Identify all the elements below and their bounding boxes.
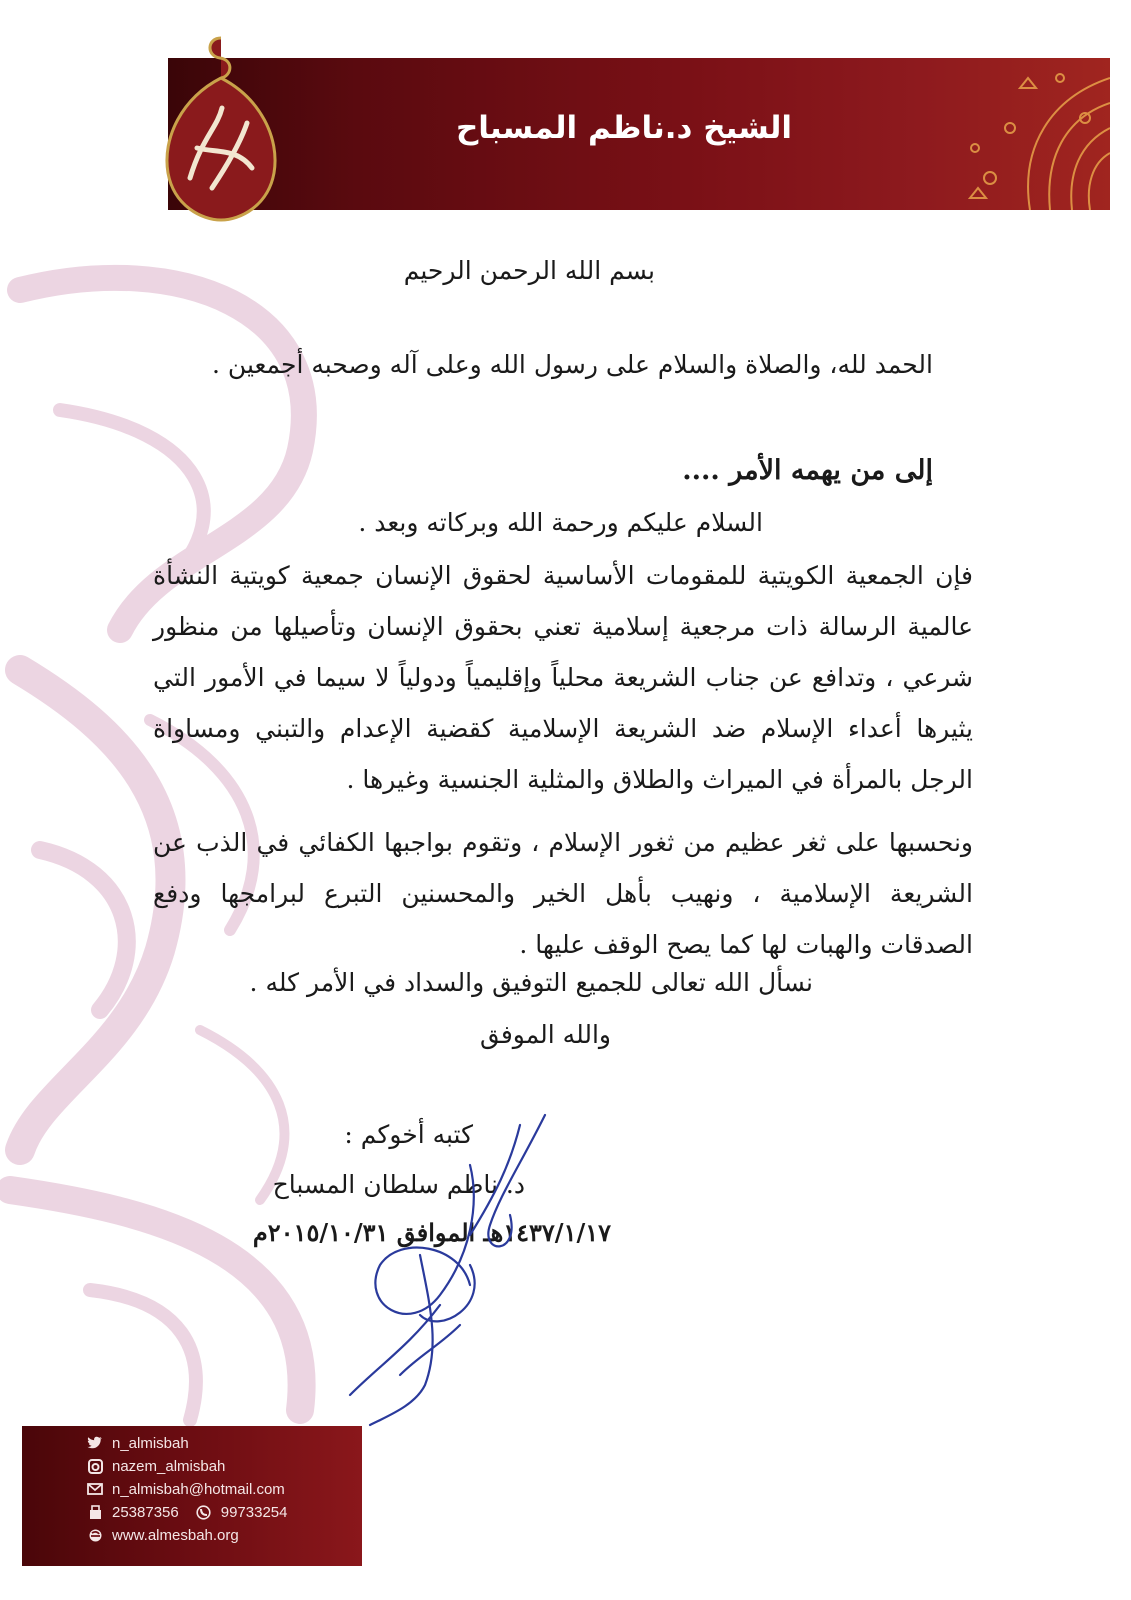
instagram-icon bbox=[86, 1458, 104, 1474]
header-title: الشيخ د.ناظم المسباح bbox=[455, 110, 793, 146]
allah-muwaffiq: والله الموفق bbox=[480, 1020, 611, 1049]
written-by: كتبه أخوكم : bbox=[344, 1120, 473, 1149]
paragraph-2: ونحسبها على ثغر عظيم من ثغور الإسلام ، وتقوم بواجبها الكفائي في الذب عن الشريعة الإسلامية ، ونهيب بأهل الخير والمحسنين التبرع لبرامجها ودفع الصدقات والهبات لها كما يصح الوقف عليها . bbox=[153, 828, 973, 959]
phone-number: 25387356 bbox=[112, 1503, 179, 1521]
signature-date: ١٤٣٧/١/١٧هـ الموافق ٢٠١٥/١٠/٣١م bbox=[252, 1218, 611, 1247]
contact-email[interactable] bbox=[86, 1479, 285, 1499]
calligraphy-logo-icon bbox=[162, 28, 280, 223]
greeting-line: السلام عليكم ورحمة الله وبركاته وبعد . bbox=[358, 508, 763, 537]
website-url: www.almesbah.org bbox=[112, 1526, 239, 1544]
fax-phone-icon bbox=[86, 1504, 104, 1520]
to-whom-heading: إلى من يهمه الأمر .... bbox=[682, 455, 933, 486]
instagram-handle: nazem_almisbah bbox=[112, 1457, 226, 1475]
header-banner bbox=[168, 58, 1110, 210]
contact-phones[interactable] bbox=[86, 1502, 288, 1522]
paragraph-1: فإن الجمعية الكويتية للمقومات الأساسية لحقوق الإنسان جمعية كويتية النشأة عالمية الرسالة ذات مرجعية إسلامية تعني بحقوق الإنسان وتأصيلها من منظور شرعي ، وتدافع عن جناب الشريعة محلياً وإقليمياً ودولياً لا سيما في الأمور التي يثيرها أعداء الإسلام ضد الشريعة الإسلامية كقضية الإعدام والتبني ومساواة الرجل بالمرأة في الميراث والطلاق والمثلية الجنسية وغيرها . bbox=[153, 561, 973, 794]
contact-instagram[interactable] bbox=[86, 1456, 225, 1476]
email-icon bbox=[86, 1481, 104, 1497]
closing-line: نسأل الله تعالى للجميع التوفيق والسداد في الأمر كله . bbox=[249, 968, 813, 997]
contact-twitter[interactable] bbox=[86, 1433, 189, 1453]
mobile-number: 99733254 bbox=[220, 1503, 288, 1521]
praise-line: الحمد لله، والصلاة والسلام على رسول الله وعلى آله وصحبه أجمعين . bbox=[212, 350, 933, 379]
browser-icon bbox=[86, 1527, 104, 1543]
twitter-handle: n_almisbah bbox=[112, 1434, 189, 1452]
basmala: بسم الله الرحمن الرحيم bbox=[403, 256, 655, 285]
ornament-pattern-icon bbox=[950, 58, 1110, 210]
mobile-phone-icon bbox=[195, 1504, 213, 1520]
email-address: n_almisbah@hotmail.com bbox=[112, 1480, 285, 1498]
twitter-icon bbox=[86, 1435, 104, 1451]
contact-website[interactable] bbox=[86, 1525, 239, 1545]
handwritten-signature bbox=[320, 1105, 580, 1445]
signer-name: د. ناظم سلطان المسباح bbox=[272, 1170, 525, 1199]
